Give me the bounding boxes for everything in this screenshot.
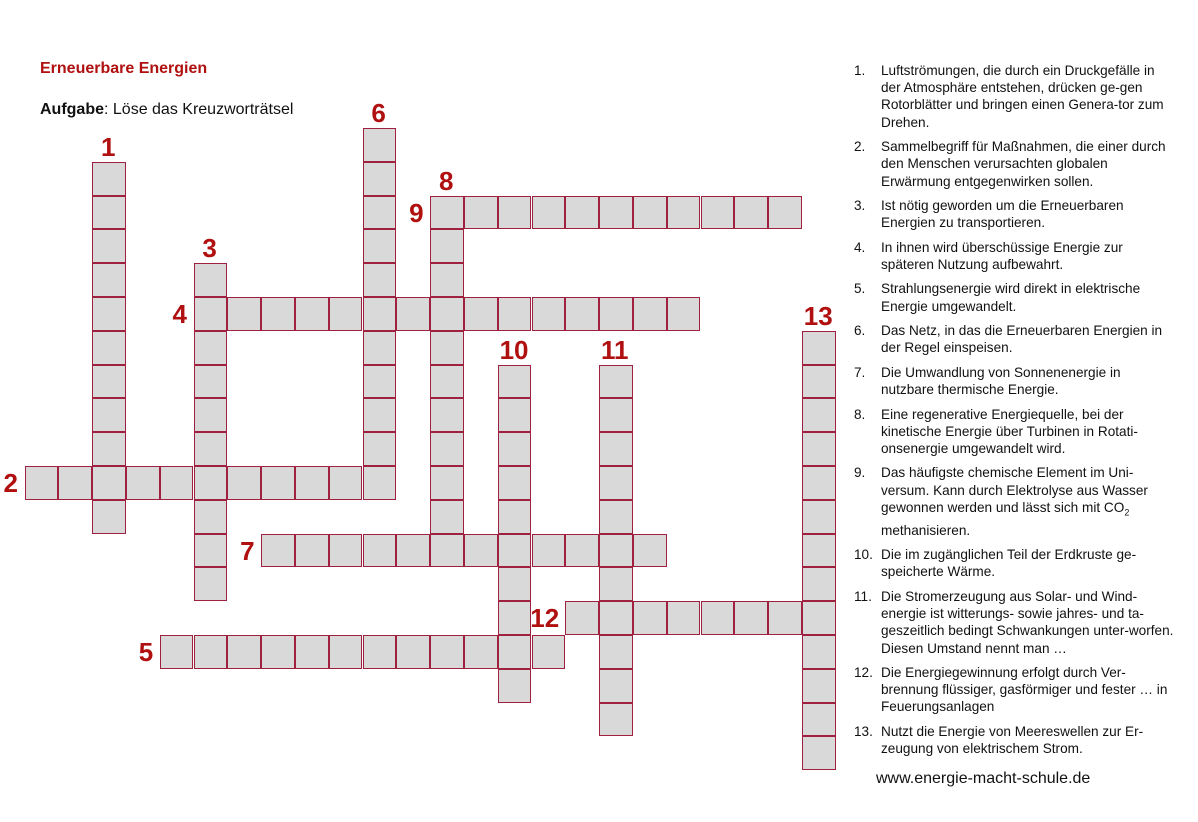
- crossword-cell[interactable]: [430, 500, 464, 534]
- crossword-cell[interactable]: [802, 736, 836, 770]
- crossword-cell[interactable]: [498, 567, 532, 601]
- crossword-cell[interactable]: [802, 534, 836, 568]
- crossword-cell[interactable]: [92, 162, 126, 196]
- crossword-cell[interactable]: [58, 466, 92, 500]
- crossword-cell[interactable]: [295, 297, 329, 331]
- crossword-cell[interactable]: [430, 263, 464, 297]
- crossword-cell[interactable]: [701, 196, 735, 230]
- word-number-5: 5: [138, 637, 154, 667]
- crossword-cell[interactable]: [430, 432, 464, 466]
- word-number-12: 12: [530, 603, 560, 634]
- crossword-cell[interactable]: [498, 297, 532, 331]
- crossword-cell[interactable]: [498, 196, 532, 230]
- crossword-cell[interactable]: [599, 635, 633, 669]
- crossword-cell[interactable]: [565, 601, 599, 635]
- word-number-4: 4: [172, 299, 187, 329]
- crossword-cell[interactable]: [667, 196, 701, 230]
- word-number-13: 13: [803, 300, 833, 331]
- crossword-cell[interactable]: [430, 331, 464, 365]
- crossword-cell[interactable]: [768, 601, 802, 635]
- crossword-cell[interactable]: [92, 229, 126, 263]
- crossword-cell[interactable]: [430, 398, 464, 432]
- crossword-cell[interactable]: [599, 365, 633, 399]
- crossword-cell[interactable]: [430, 196, 464, 230]
- crossword-cell[interactable]: [194, 365, 228, 399]
- crossword-cell[interactable]: [498, 669, 532, 703]
- crossword-cell[interactable]: [92, 466, 126, 500]
- word-number-11: 11: [601, 334, 629, 365]
- clue-number: 8.: [854, 406, 866, 422]
- clue-text: In ihnen wird überschüssige Energie zur späteren Nutzung aufbewahrt.: [881, 239, 1123, 272]
- crossword-cell[interactable]: [126, 466, 160, 500]
- crossword-cell[interactable]: [599, 669, 633, 703]
- crossword-cell[interactable]: [802, 567, 836, 601]
- crossword-cell[interactable]: [498, 534, 532, 568]
- crossword-cell[interactable]: [464, 196, 498, 230]
- crossword-cell[interactable]: [363, 297, 397, 331]
- clue-number: 4.: [854, 239, 866, 255]
- crossword-cell[interactable]: [430, 466, 464, 500]
- crossword-cell[interactable]: [92, 263, 126, 297]
- crossword-cell[interactable]: [430, 635, 464, 669]
- crossword-cell[interactable]: [734, 601, 768, 635]
- word-number-1: 1: [101, 131, 116, 162]
- crossword-cell[interactable]: [599, 297, 633, 331]
- word-number-6: 6: [371, 98, 386, 128]
- clue-item: [854, 197, 1174, 231]
- clue-subscript: 2: [1124, 507, 1130, 518]
- crossword-cell[interactable]: [565, 196, 599, 230]
- crossword-cell[interactable]: [802, 635, 836, 669]
- crossword-cell[interactable]: [92, 500, 126, 534]
- crossword-cell[interactable]: [498, 398, 532, 432]
- clue-text: Nutzt die Energie von Meereswellen zur Er-zeugung von elektrischem Strom.: [881, 723, 1144, 757]
- crossword-cell[interactable]: [802, 398, 836, 432]
- footer-url: www.energie-macht-schule.de: [876, 770, 1091, 787]
- crossword-cell[interactable]: [532, 196, 566, 230]
- crossword-cell[interactable]: [194, 534, 228, 568]
- crossword-cell[interactable]: [363, 398, 397, 432]
- crossword-cell[interactable]: [498, 635, 532, 669]
- crossword-cell[interactable]: [329, 534, 363, 568]
- crossword-cell[interactable]: [261, 534, 295, 568]
- crossword-cell[interactable]: [633, 196, 667, 230]
- clue-item: [854, 364, 1174, 398]
- clue-text: Das Netz, in das die Erneuerbaren Energien in der Regel einspeisen.: [881, 323, 1163, 356]
- crossword-cell[interactable]: [363, 128, 397, 162]
- crossword-cell[interactable]: [363, 263, 397, 297]
- crossword-cell[interactable]: [734, 196, 768, 230]
- clue-item: [854, 546, 1174, 580]
- crossword-cell[interactable]: [92, 331, 126, 365]
- clue-number: 3.: [854, 198, 866, 214]
- crossword-cell[interactable]: [599, 432, 633, 466]
- clue-text: Die im zugänglichen Teil der Erdkruste ge-speicherte Wärme.: [881, 547, 1137, 580]
- crossword-cell[interactable]: [363, 162, 397, 196]
- crossword-cell[interactable]: [92, 398, 126, 432]
- clue-text: Das häufigste chemische Element im Uni-versum. Kann durch Elektrolyse aus Wasser gewonnen werden und lässt sich mit CO: [881, 465, 1148, 515]
- crossword-cell[interactable]: [227, 297, 261, 331]
- clue-text: Die Energiegewinnung erfolgt durch Ver-brennung flüssiger, gasförmiger und fester … in Feuerungsanlagen: [881, 665, 1168, 715]
- word-number-8: 8: [439, 165, 454, 196]
- crossword-cell[interactable]: [599, 398, 633, 432]
- crossword-cell[interactable]: [667, 601, 701, 635]
- crossword-cell[interactable]: [464, 635, 498, 669]
- clue-item: [854, 280, 1174, 314]
- crossword-cell[interactable]: [633, 601, 667, 635]
- crossword-cell[interactable]: [565, 534, 599, 568]
- crossword-cell[interactable]: [194, 466, 228, 500]
- crossword-cell[interactable]: [92, 432, 126, 466]
- crossword-cell[interactable]: [227, 635, 261, 669]
- word-number-7: 7: [240, 535, 255, 566]
- clue-number: 13.: [854, 723, 873, 739]
- clue-item: [854, 138, 1174, 190]
- clue-text: Die Umwandlung von Sonnenenergie in nutzbare thermische Energie.: [881, 364, 1121, 398]
- clue-number: 5.: [854, 281, 866, 297]
- crossword-cell[interactable]: [363, 196, 397, 230]
- crossword-cell[interactable]: [227, 466, 261, 500]
- crossword-cell[interactable]: [261, 297, 295, 331]
- clue-text: Luftströmungen, die durch ein Druckgefälle in der Atmosphäre entstehen, drücken ge-gen Rotorblätter und bringen einen Genera-tor zum Drehen.: [881, 63, 1164, 130]
- clue-text: Ist nötig geworden um die Erneuerbaren Energien zu transportieren.: [881, 198, 1124, 231]
- crossword-cell[interactable]: [363, 331, 397, 365]
- crossword-cell[interactable]: [295, 534, 329, 568]
- crossword-cell[interactable]: [329, 297, 363, 331]
- task-text: : Löse das Kreuzworträtsel: [104, 101, 294, 118]
- clue-item: [854, 406, 1174, 458]
- crossword-cell[interactable]: [92, 196, 126, 230]
- clue-text-end: methanisieren.: [881, 522, 971, 538]
- clue-item: [854, 723, 1174, 757]
- clue-text: Strahlungsenergie wird direkt in elektrische Energie umgewandelt.: [881, 281, 1141, 314]
- crossword-cell[interactable]: [802, 500, 836, 534]
- clue-item: [854, 664, 1174, 716]
- clue-number: 9.: [854, 465, 866, 481]
- crossword-cell[interactable]: [498, 466, 532, 500]
- crossword-cell[interactable]: [802, 432, 836, 466]
- crossword-cell[interactable]: [802, 703, 836, 737]
- crossword-cell[interactable]: [430, 297, 464, 331]
- clue-number: 1.: [854, 63, 866, 78]
- word-number-3: 3: [202, 233, 217, 264]
- crossword-cell[interactable]: [802, 601, 836, 635]
- crossword-cell[interactable]: [194, 331, 228, 365]
- clue-item: [854, 464, 1174, 539]
- crossword-cell[interactable]: [92, 297, 126, 331]
- crossword-cell[interactable]: [160, 635, 194, 669]
- crossword-cell[interactable]: [464, 297, 498, 331]
- crossword-cell[interactable]: [363, 229, 397, 263]
- crossword-cell[interactable]: [160, 466, 194, 500]
- clue-number: 11.: [854, 588, 872, 604]
- crossword-cell[interactable]: [633, 534, 667, 568]
- crossword-cell[interactable]: [430, 229, 464, 263]
- crossword-cell[interactable]: [599, 601, 633, 635]
- crossword-cell[interactable]: [295, 635, 329, 669]
- crossword-cell[interactable]: [667, 297, 701, 331]
- clue-number: 7.: [854, 364, 866, 380]
- crossword-cell[interactable]: [532, 635, 566, 669]
- word-number-2: 2: [3, 468, 18, 498]
- crossword-cell[interactable]: [599, 567, 633, 601]
- word-number-9: 9: [409, 197, 424, 228]
- crossword-cell[interactable]: [396, 297, 430, 331]
- crossword-cell[interactable]: [194, 297, 228, 331]
- crossword-cell[interactable]: [802, 331, 836, 365]
- crossword-cell[interactable]: [430, 365, 464, 399]
- clue-item: [854, 322, 1174, 356]
- clue-text: Eine regenerative Energiequelle, bei der kinetische Energie über Turbinen in Rotati-onsenergie umgewandelt wird.: [881, 406, 1138, 456]
- crossword-cell[interactable]: [194, 263, 228, 297]
- crossword-cell[interactable]: [194, 432, 228, 466]
- crossword-cell[interactable]: [363, 365, 397, 399]
- crossword-cell[interactable]: [261, 466, 295, 500]
- crossword-cell[interactable]: [464, 534, 498, 568]
- crossword-cell[interactable]: [565, 297, 599, 331]
- crossword-cell[interactable]: [194, 567, 228, 601]
- crossword-cell[interactable]: [498, 500, 532, 534]
- crossword-cell[interactable]: [329, 466, 363, 500]
- crossword-cell[interactable]: [599, 466, 633, 500]
- clue-number: 2.: [854, 139, 866, 155]
- crossword-cell[interactable]: [329, 635, 363, 669]
- crossword-cell[interactable]: [633, 297, 667, 331]
- crossword-cell[interactable]: [802, 365, 836, 399]
- crossword-cell[interactable]: [498, 432, 532, 466]
- crossword-cell[interactable]: [363, 635, 397, 669]
- clue-number: 6.: [854, 323, 866, 339]
- clue-text: Die Stromerzeugung aus Solar- und Wind-energie ist witterungs- sowie jahres- und ta-geszeitlich bedingt Schwankungen unter-worfen. Diesen Umstand nennt man …: [881, 588, 1174, 656]
- crossword-cell[interactable]: [25, 466, 59, 500]
- crossword-cell[interactable]: [194, 635, 228, 669]
- crossword-cell[interactable]: [599, 500, 633, 534]
- crossword-cell[interactable]: [532, 297, 566, 331]
- crossword-cell[interactable]: [363, 466, 397, 500]
- clue-item: [854, 239, 1174, 273]
- crossword-cell[interactable]: [194, 500, 228, 534]
- crossword-cell[interactable]: [802, 669, 836, 703]
- page-title: Erneuerbare Energien: [40, 60, 208, 77]
- crossword-cell[interactable]: [498, 365, 532, 399]
- clue-item: [854, 588, 1174, 657]
- crossword-cell[interactable]: [92, 365, 126, 399]
- clue-list: [854, 62, 1174, 765]
- crossword-cell[interactable]: [599, 534, 633, 568]
- crossword-cell[interactable]: [768, 196, 802, 230]
- clue-number: 10.: [854, 547, 873, 563]
- crossword-cell[interactable]: [599, 196, 633, 230]
- crossword-cell[interactable]: [396, 534, 430, 568]
- crossword-cell[interactable]: [701, 601, 735, 635]
- crossword-cell[interactable]: [363, 534, 397, 568]
- clue-number: 12.: [854, 665, 873, 681]
- crossword-cell[interactable]: [194, 398, 228, 432]
- crossword-cell[interactable]: [295, 466, 329, 500]
- clue-item: [854, 62, 1174, 131]
- crossword-cell[interactable]: [599, 703, 633, 737]
- crossword-cell[interactable]: [396, 635, 430, 669]
- crossword-cell[interactable]: [802, 466, 836, 500]
- task-label: Aufgabe: [40, 101, 104, 118]
- crossword-cell[interactable]: [498, 601, 532, 635]
- crossword-cell[interactable]: [532, 534, 566, 568]
- crossword-cell[interactable]: [430, 534, 464, 568]
- crossword-cell[interactable]: [261, 635, 295, 669]
- clue-text: Sammelbegriff für Maßnahmen, die einer durch den Menschen verursachten globalen Erwärmung entgegenwirken sollen.: [881, 139, 1166, 189]
- crossword-cell[interactable]: [363, 432, 397, 466]
- word-number-10: 10: [499, 334, 529, 365]
